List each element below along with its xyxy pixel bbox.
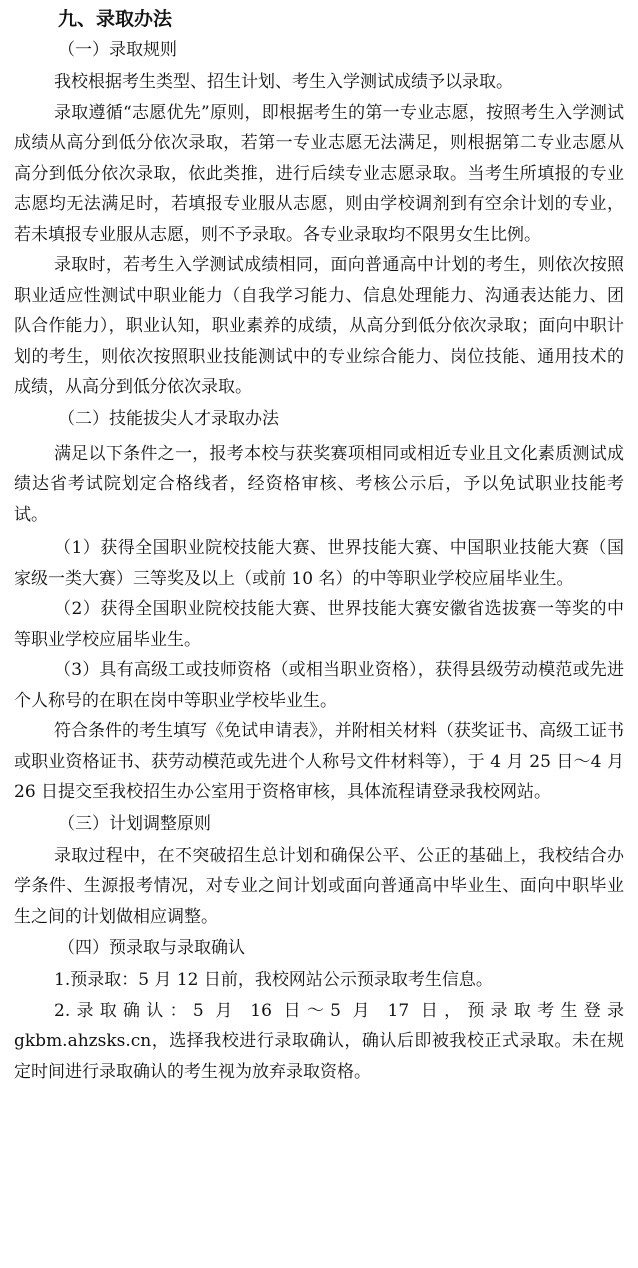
subsection-title-skills: （二）技能拔尖人才录取办法 [58,408,279,429]
paragraph: 满足以下条件之一，报考本校与获奖赛项相同或相近专业且文化素质测试成绩达省考试院划定合格线者，经资格审核、考核公示后，予以免试职业技能考试。 [14,443,624,525]
paragraph: 2.录取确认：5 月 16 日～5 月 17 日，预录取考生登录 gkbm.ahzsks.cn，选择我校进行录取确认，确认后即被我校正式录取。未在规定时间进行录取确认的考生视为放弃录取资格。 [14,1000,624,1082]
paragraph: 录取过程中，在不突破招生总计划和确保公平、公正的基础上，我校结合办学条件、生源报考情况，对专业之间计划或面向普通高中毕业生、面向中职毕业生之间的计划做相应调整。 [14,845,624,927]
paragraph: 1.预录取：5 月 12 日前，我校网站公示预录取考生信息。 [54,970,493,990]
paragraph: 符合条件的考生填写《免试申请表》，并附相关材料（获奖证书、高级工证书或职业资格证书、获劳动模范或先进个人称号文件材料等），于 4 月 25 日～4 月 26 日提交至我校招生办公室用于资格审核，具体流程请登录我校网站。 [14,721,624,802]
paragraph: （1）获得全国职业院校技能大赛、世界技能大赛、中国职业技能大赛（国家级一类大赛）三等奖及以上（或前 10 名）的中等职业学校应届毕业生。 [14,538,624,589]
subsection-title-rules: （一）录取规则 [58,40,177,60]
subsection-title-adjustment: （三）计划调整原则 [58,813,211,834]
paragraph: （2）获得全国职业院校技能大赛、世界技能大赛安徽省选拔赛一等奖的中等职业学校应届毕业生。 [14,599,624,650]
section-heading: 九、录取办法 [58,8,173,30]
paragraph: 录取时，若考生入学测试成绩相同，面向普通高中计划的考生，则依次按照职业适应性测试中职业能力（自我学习能力、信息处理能力、沟通表达能力、团队合作能力），职业认知，职业素养的成绩，从高分到低分依次录取；面向中职计划的考生，则依次按照职业技能测试中的专业综合能力、岗位技能、通用技术的成绩，从高分到低分依次录取。 [14,255,624,397]
paragraph: 我校根据考生类型、招生计划、考生入学测试成绩予以录取。 [54,72,513,92]
paragraph: 录取遵循“志愿优先”原则，即根据考生的第一专业志愿，按照考生入学测试成绩从高分到低分依次录取，若第一专业志愿无法满足，则根据第二专业志愿从高分到低分依次录取，依此类推，进行后续专业志愿录取。当考生所填报的专业志愿均无法满足时，若填报专业服从志愿，则由学校调剂到有空余计划的专业，若未填报专业服从志愿，则不予录取。各专业录取均不限男女生比例。 [14,102,624,245]
paragraph: （3）具有高级工或技师资格（或相当职业资格），获得县级劳动模范或先进个人称号的在职在岗中等职业学校毕业生。 [14,660,624,711]
subsection-title-confirmation: （四）预录取与录取确认 [58,938,245,958]
